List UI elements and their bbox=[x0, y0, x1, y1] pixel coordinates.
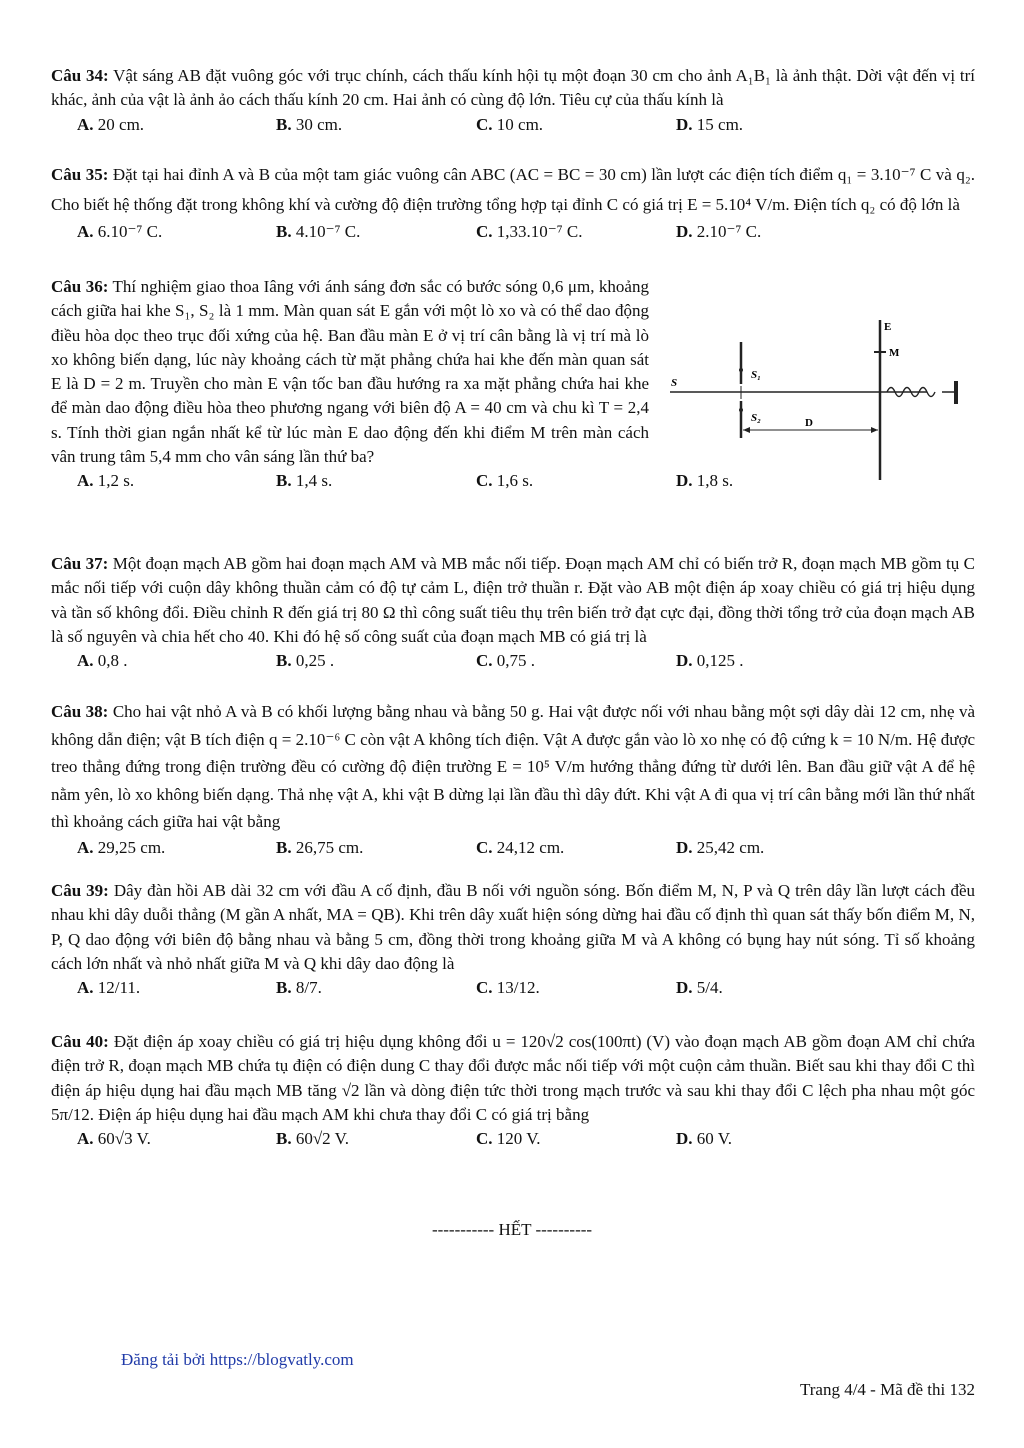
question-label: Câu 38: bbox=[51, 702, 109, 721]
option-b[interactable]: B. 8/7. bbox=[276, 978, 322, 998]
question-text: Đặt tại hai đỉnh A và B của một tam giác vuông cân ABC (AC = BC = 30 cm) lần lượt các điện tích điểm q₁ = 3.10⁻⁷ C và q₂. Cho biết hệ thống đặt trong không khí và cường độ điện trường tổng hợp tại đỉnh C có giá trị E = 5.10⁴ V/m. Điện tích q₂ có độ lớn là bbox=[51, 165, 975, 214]
option-c[interactable]: C. 13/12. bbox=[476, 978, 540, 998]
option-b[interactable]: B. 60√2 V. bbox=[276, 1129, 349, 1149]
question-label: Câu 40: bbox=[51, 1032, 109, 1051]
option-c[interactable]: C. 24,12 cm. bbox=[476, 837, 565, 857]
option-a[interactable]: A. 1,2 s. bbox=[77, 471, 135, 491]
option-c[interactable]: C. 10 cm. bbox=[476, 114, 544, 134]
question-label: Câu 34: bbox=[51, 66, 109, 85]
option-a[interactable]: A. 60√3 V. bbox=[77, 1129, 151, 1149]
slit2-label: S₂ bbox=[751, 412, 761, 424]
question-37 bbox=[51, 552, 975, 673]
option-c[interactable]: C. 1,6 s. bbox=[476, 471, 534, 491]
option-a[interactable]: A. 6.10⁻⁷ C. bbox=[77, 222, 163, 241]
question-text: Dây đàn hồi AB dài 32 cm với đầu A cố định, đầu B nối với nguồn sóng. Bốn điểm M, N, P và Q trên dây lần lượt cách đều nhau khi dây duỗi thẳng (M gần A nhất, MA = QB). Khi trên dây xuất hiện sóng dừng hai đầu cố định thì quan sát thấy bốn điểm M, N, P, Q dao động với biên độ bằng nhau và bằng 5 cm, đồng thời trong khoảng giữa M và A không có bụng hay nút sóng. Tỉ số khoảng cách lớn nhất và nhỏ nhất giữa M và Q khi dây dao động là bbox=[51, 881, 975, 973]
option-a[interactable]: A. 0,8 . bbox=[77, 651, 128, 671]
option-d[interactable]: D. 25,42 cm. bbox=[676, 837, 765, 857]
question-label: Câu 39: bbox=[51, 881, 109, 900]
question-text: Một đoạn mạch AB gồm hai đoạn mạch AM và MB mắc nối tiếp. Đoạn mạch AM chỉ có biến trở R, đoạn mạch MB gồm tụ C mắc nối tiếp với cuộn dây không thuần cảm có độ tự cảm L, điện trở thuần r. Đặt vào AB một điện áp xoay chiều có giá trị hiệu dụng và tần số không đổi. Điều chỉnh R đến giá trị 80 Ω thì công suất tiêu thụ trên biến trở đạt cực đại, đồng thời tổng trở của đoạn mạch AB là số nguyên và chia hết cho 40. Khi đó hệ số công suất của đoạn mạch MB có giá trị là bbox=[51, 554, 975, 646]
screen-label: E bbox=[884, 321, 892, 333]
option-d[interactable]: D. 15 cm. bbox=[676, 114, 744, 134]
option-c[interactable]: C. 0,75 . bbox=[476, 651, 536, 671]
uploaded-by-link[interactable]: Đăng tải bởi https://blogvatly.com bbox=[121, 1350, 354, 1369]
question-34 bbox=[51, 64, 975, 137]
question-38 bbox=[51, 698, 975, 860]
option-d[interactable]: D. 2.10⁻⁷ C. bbox=[676, 222, 762, 241]
options-row bbox=[51, 113, 975, 137]
question-label: Câu 35: bbox=[51, 165, 109, 184]
option-a[interactable]: A. 29,25 cm. bbox=[77, 837, 166, 857]
option-b[interactable]: B. 26,75 cm. bbox=[276, 837, 364, 857]
point-label: M bbox=[889, 347, 900, 359]
option-c[interactable]: C. 120 V. bbox=[476, 1129, 541, 1149]
option-a[interactable]: A. 20 cm. bbox=[77, 114, 145, 134]
option-b[interactable]: B. 1,4 s. bbox=[276, 471, 333, 491]
question-35 bbox=[51, 160, 975, 244]
options-row bbox=[51, 976, 975, 1000]
option-a[interactable]: A. 12/11. bbox=[77, 978, 141, 998]
question-text: Cho hai vật nhỏ A và B có khối lượng bằng nhau và bằng 50 g. Hai vật được nối với nhau bằng một sợi dây dài 12 cm, nhẹ và không dẫn điện; vật B tích điện q = 2.10⁻⁶ C còn vật A không tích điện. Vật A được gắn vào lò xo nhẹ có độ cứng k = 10 N/m. Hệ được treo thẳng đứng trong điện trường đều có cường độ điện trường E = 10⁵ V/m hướng thẳng đứng từ dưới lên. Ban đầu giữ vật A để hệ nằm yên, lò xo không biến dạng. Thả nhẹ vật A, khi vật B dừng lại lần đầu thì dây đứt. Khi vật A đi qua vị trí cân bằng mới lần thứ nhất thì khoảng cách giữa hai vật bằng bbox=[51, 702, 976, 831]
question-label: Câu 37: bbox=[51, 554, 109, 573]
options-row bbox=[51, 220, 975, 244]
page-info: Trang 4/4 - Mã đề thi 132 bbox=[799, 1380, 975, 1399]
question-text: Thí nghiệm giao thoa Iâng với ánh sáng đơn sắc có bước sóng 0,6 μm, khoảng cách giữa hai khe S₁, S₂ là 1 mm. Màn quan sát E gắn với một lò xo và có thể dao động điều hòa dọc theo trục đối xứng của hệ. Ban đầu màn E ở vị trí cân bằng là vị trí mà lò xo không biến dạng, lúc này khoảng cách từ mặt phẳng chứa hai khe đến màn quan sát E là D = 2 m. Truyền cho màn E vận tốc ban đầu hướng ra xa mặt phẳng chứa hai khe để màn dao động điều hòa theo phương ngang với biên độ A = 40 cm và chu kì T = 2,4 s. Tính thời gian ngắn nhất kể từ lúc màn E dao động đến khi điểm M trên màn cách vân trung tâm 5,4 mm cho vân sáng lần thứ ba? bbox=[51, 277, 649, 467]
options-row bbox=[51, 1127, 975, 1151]
option-b[interactable]: B. 0,25 . bbox=[276, 651, 335, 671]
option-b[interactable]: B. 4.10⁻⁷ C. bbox=[276, 222, 361, 241]
option-d[interactable]: D. 0,125 . bbox=[676, 651, 744, 671]
question-40 bbox=[51, 1030, 975, 1151]
option-d[interactable]: D. 1,8 s. bbox=[676, 471, 734, 491]
option-c[interactable]: C. 1,33.10⁻⁷ C. bbox=[476, 222, 583, 241]
distance-label: D bbox=[805, 417, 813, 429]
question-text: Vật sáng AB đặt vuông góc với trục chính, cách thấu kính hội tụ một đoạn 30 cm cho ảnh A₁B₁ là ảnh thật. Dời vật đến vị trí khác, ảnh của vật là ảnh ảo cách thấu kính 20 cm. Hai ảnh có cùng độ lớn. Tiêu cự của thấu kính là bbox=[51, 66, 975, 110]
interference-setup-diagram bbox=[665, 312, 975, 488]
option-d[interactable]: D. 60 V. bbox=[676, 1129, 733, 1149]
option-d[interactable]: D. 5/4. bbox=[676, 978, 723, 998]
question-label: Câu 36: bbox=[51, 277, 109, 296]
option-b[interactable]: B. 30 cm. bbox=[276, 114, 343, 134]
options-row bbox=[51, 836, 975, 860]
question-39 bbox=[51, 879, 975, 1000]
source-label: S bbox=[671, 377, 678, 389]
slit1-label: S₁ bbox=[751, 369, 761, 381]
end-mark: ----------- HẾT ---------- bbox=[431, 1220, 593, 1239]
options-row bbox=[51, 649, 975, 673]
question-text: Đặt điện áp xoay chiều có giá trị hiệu dụng không đổi u = 120√2 cos(100πt) (V) vào đoạn mạch AB gồm đoạn AM chỉ chứa điện trở R, đoạn mạch MB chứa tụ điện có điện dung C thay đổi được mắc nối tiếp với một cuộn cảm thuần. Biết sau khi thay đổi C thì điện áp hiệu dụng hai đầu mạch MB tăng √2 lần và dòng điện tức thời trong mạch trước và sau khi thay đổi C lệch pha nhau một góc 5π/12. Điện áp hiệu dụng hai đầu mạch AM khi chưa thay đổi C có giá trị bằng bbox=[51, 1032, 976, 1124]
